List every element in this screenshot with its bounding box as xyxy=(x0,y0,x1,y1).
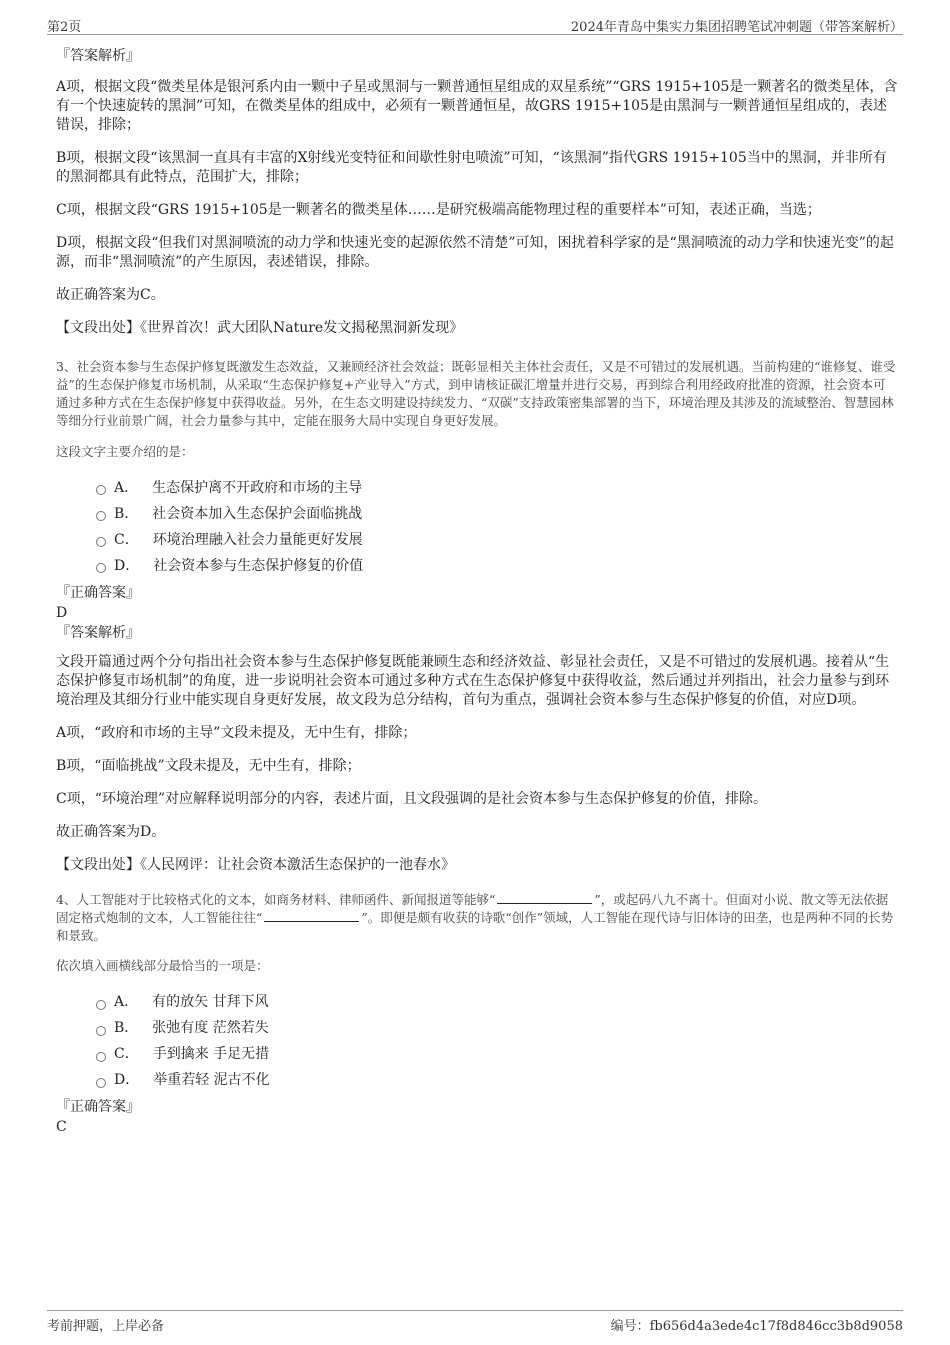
document-id: 编号：fb656d4a3ede4c17f8d846cc3b8d9058 xyxy=(610,1319,903,1334)
radio-icon[interactable] xyxy=(96,1026,106,1036)
radio-icon[interactable] xyxy=(96,485,106,495)
q4-option-c[interactable]: C． 手到擒来 手足无措 xyxy=(96,1041,898,1067)
q4-option-b[interactable]: B． 张弛有度 茫然若失 xyxy=(96,1015,898,1041)
page-number: 第2页 xyxy=(47,20,82,35)
q4-stem: 4、人工智能对于比较格式化的文本，如商务材料、律师函件、新闻报道等能够“ ”，或起码八九不离十。但面对小说、散文等无法依据固定格式炮制的文本，人工智能往往“ ”。即便是颇有收获的诗歌“创作”领域，人工智能在现代诗与旧体诗的田垄，也是两种不同的长势和景致。 xyxy=(56,891,894,943)
q3-analysis-b: B项，“面临挑战”文段未提及，无中生有，排除； xyxy=(56,757,361,774)
radio-icon[interactable] xyxy=(96,1052,106,1062)
q2-analysis-d: D项，根据文段“但我们对黑洞喷流的动力学和快速光变的起源依然不清楚”可知，困扰着科学家的是“黑洞喷流的动力学和快速光变”的起源，而非“黑洞喷流”的产生原因，表述错误，排除。 xyxy=(56,235,894,270)
q3-analysis-main: 文段开篇通过两个分句指出社会资本参与生态保护修复既能兼顾生态和经济效益、彰显社会责任，又是不可错过的发展机遇。接着从“生态保护修复市场机制”的角度，进一步说明社会资本可通过多种方式在生态保护修复中获得收益，然后通过并列指出，社会力量参与到环境治理及其细分行业中能实现自身更好发展，故文段为总分结构，首句为重点，强调社会资本参与生态保护修复的价值，对应D项。 xyxy=(56,653,890,708)
page-footer xyxy=(47,1310,903,1333)
q3-source: 【文段出处】《人民网评：让社会资本激活生态保护的一池春水》 xyxy=(56,856,455,873)
q4-answer-label: 『正确答案』 xyxy=(56,1099,140,1115)
fill-blank-2 xyxy=(264,909,359,922)
radio-icon[interactable] xyxy=(96,563,106,573)
q3-analysis-a: A项，“政府和市场的主导”文段未提及，无中生有，排除； xyxy=(56,724,417,741)
q3-option-d[interactable]: D． 社会资本参与生态保护修复的价值 xyxy=(96,553,898,579)
q4-option-a[interactable]: A． 有的放矢 甘拜下风 xyxy=(96,989,898,1015)
q4-answer: C xyxy=(56,1119,67,1135)
q4-options xyxy=(56,989,898,1093)
q2-analysis-c: C项，根据文段“GRS 1915+105是一颗著名的微类星体……是研究极端高能物理过程的重要样本”可知，表述正确，当选； xyxy=(56,202,821,218)
q3-analysis-label: 『答案解析』 xyxy=(56,624,140,641)
q3-analysis-c: C项，“环境治理”对应解释说明部分的内容，表述片面，且文段强调的是社会资本参与生态保护修复的价值，排除。 xyxy=(56,790,768,807)
q2-analysis-a: A项，根据文段“微类星体是银河系内由一颗中子星或黑洞与一颗普通恒星组成的双星系统”“GRS 1915+105是一颗著名的微类星体，含有一个快速旋转的黑洞”可知，在微类星体的组成中，必须有一颗普通恒星，故GRS 1915+105是由黑洞与一颗普通恒星组成的，表述错误，排除； xyxy=(56,79,898,133)
document-title: 2024年青岛中集实力集团招聘笔试冲刺题（带答案解析） xyxy=(570,20,903,35)
q2-conclusion: 故正确答案为C。 xyxy=(56,287,165,303)
footer-slogan: 考前押题，上岸必备 xyxy=(47,1319,165,1334)
q3-option-c[interactable]: C． 环境治理融入社会力量能更好发展 xyxy=(96,527,898,553)
q3-stem: 3、社会资本参与生态保护修复既激发生态效益，又兼顾经济社会效益；既彰显相关主体社会责任，又是不可错过的发展机遇。当前构建的“谁修复、谁受益”的生态保护修复市场机制，从采取“生态保护修复+产业导入”方式，到申请核证碳汇增量并进行交易，再到综合利用经政府批准的资源，社会资本可通过多种方式在生态保护修复中获得收益。另外，在生态文明建设持续发力、“双碳”支持政策密集部署的当下，环境治理及其涉及的流域整治、智慧园林等细分行业前景广阔，社会力量参与其中，定能在服务大局中实现自身更好发展。 xyxy=(56,359,896,428)
q3-options xyxy=(56,475,898,579)
document-body xyxy=(56,46,898,1137)
page-header xyxy=(47,14,903,35)
q4-option-d[interactable]: D． 举重若轻 泥古不化 xyxy=(96,1067,898,1093)
q3-conclusion: 故正确答案为D。 xyxy=(56,823,166,840)
q3-option-a[interactable]: A． 生态保护离不开政府和市场的主导 xyxy=(96,475,898,501)
fill-blank-1 xyxy=(497,891,592,904)
q3-option-b[interactable]: B． 社会资本加入生态保护会面临挑战 xyxy=(96,501,898,527)
q2-analysis-label: 『答案解析』 xyxy=(56,48,140,64)
radio-icon[interactable] xyxy=(96,1078,106,1088)
q4-prompt: 依次填入画横线部分最恰当的一项是： xyxy=(56,958,269,973)
radio-icon[interactable] xyxy=(96,537,106,547)
q3-answer-label: 『正确答案』 xyxy=(56,584,140,601)
q2-analysis-b: B项，根据文段“该黑洞一直具有丰富的X射线光变特征和间歇性射电喷流”可知，“该黑洞”指代GRS 1915+105当中的黑洞，并非所有的黑洞都具有此特点，范围扩大，排除； xyxy=(56,150,887,185)
radio-icon[interactable] xyxy=(96,1000,106,1010)
q2-source: 【文段出处】《世界首次！武大团队Nature发文揭秘黑洞新发现》 xyxy=(56,320,464,336)
q3-prompt: 这段文字主要介绍的是： xyxy=(56,443,194,459)
radio-icon[interactable] xyxy=(96,511,106,521)
q3-answer: D xyxy=(56,604,68,621)
